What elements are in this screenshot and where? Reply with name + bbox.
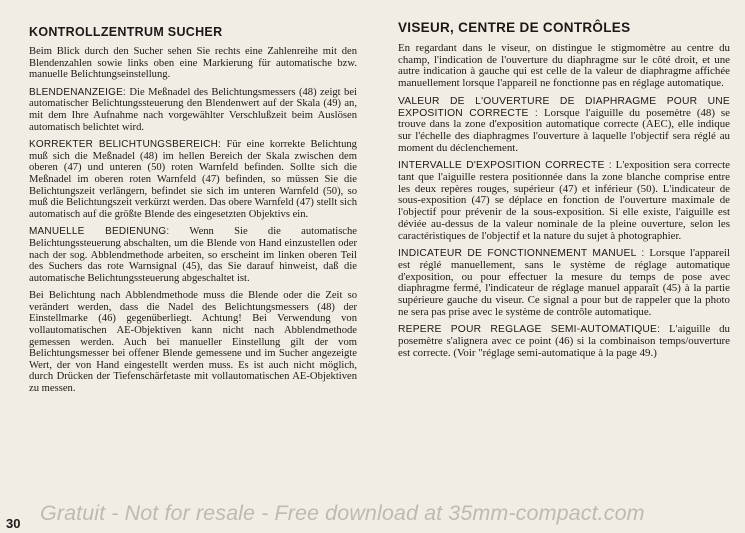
section-text: Für eine korrekte Belichtung muß sich die Meßnadel (48) im hellen Bereich der Skala zwischen dem oberen (47) und unteren (50) roten Warnfeld befinden. Sollte sich die Meßnadel im oberen roten Warnfeld (47) befinden, so müssen Sie die Belichtungszeit verlängern, befindet sie sich im unteren Warnfeld (50), so muß die Belichtungszeit verkürzt werden. Das obere Warnfeld (47) stellt sich automatisch auf die größte Blende des eingesetzten Objektivs ein. [29,139,357,220]
french-section-semi-automatique [398,324,730,359]
section-text: Wenn Sie die automatische Belichtungssteuerung abschalten, um die Blende von Hand einzustellen oder nach der sog. Abblendmethode arbeiten, so erscheint im linken oberen Teil des Suchers das rote Warnsignal (45), das Sie darauf hinweist, daß die automatische Belichtungssteuerung abgeschaltet ist. [29,226,358,284]
page-number: 30 [6,516,21,531]
section-lead: VALEUR DE L'OUVERTURE DE DIAPHRAGME POUR UNE EXPOSITION CORRECTE : [398,95,730,119]
section-lead: REPERE POUR REGLAGE SEMI-AUTOMATIQUE: [398,324,661,336]
german-title: KONTROLLZENTRUM SUCHER [29,25,223,39]
german-section-manuelle-bedienung [29,226,357,284]
section-text: Lorsque l'aiguille du posemètre (48) se trouve dans la zone d'exposition automatique correcte (AEC), elle indique sur l'échelle des diaphragmes l'ouverture à laquelle l'objectif sera réglé au moment du déclenchement. [398,106,730,154]
french-section-valeur-ouverture [398,96,730,155]
french-section-indicateur-manuel [398,248,730,318]
section-lead: INDICATEUR DE FONCTIONNEMENT MANUEL : [398,248,645,260]
german-intro: Beim Blick durch den Sucher sehen Sie rechts eine Zahlenreihe mit den Blendenzahlen sowie links oben eine Markierung für automatische bzw. manuelle Belichtungseinstellung. [29,46,357,81]
section-text: Lorsque l'appareil est réglé manuellement, sans le système de réglage automatique d'exposition, ou pour effectuer la mesure du temps de pose avec diaphragme fermé, l'indicateur de réglage manuel apparaît (45) à la partie supérieure gauche du viseur. Ce signal a pour but de rappeler que la photo ne sera pas prise avec le système de contrôle automatique. [398,247,730,318]
french-section-intervalle [398,160,730,242]
section-lead: INTERVALLE D'EXPOSITION CORRECTE : [398,160,612,172]
german-column [29,20,357,401]
section-text: L'exposition sera correcte tant que l'aiguille restera positionnée dans la zone blanche comprise entre les deux repères rouges, supérieur (47) et inférieur (50). L'indicateur de sous-exposition (47) se déplace en fonction de l'ouverture maximale de l'objectif pour prévenir de la sous-exposition. Si elle existe, l'aiguille est déviée au-dessus de la valeur nominale de la pleine ouverture, selon les caractéristiques de l'objectif et la nature du sujet à photographier. [398,159,730,242]
french-intro: En regardant dans le viseur, on distingue le stigmomètre au centre du champ, l'indication de l'ouverture du diaphragme sur le côté droit, et une autre indication à gauche qui est celle de la valeur de diaphragme affichée manuellement lorsque l'appareil ne fonctionne pas en réglage automatique. [398,42,730,90]
section-lead: MANUELLE BEDIENUNG: [29,226,170,238]
german-closing: Bei Belichtung nach Abblendmethode muss die Blende oder die Zeit so verändert werden, dass die Nadel des Belichtungsmessers (48) der Einstellmarke (46) gegenüberliegt. Achtung! Bei Verwendung von vollautomatischen AE-Objektiven kann nicht nach Abblendmethode gemessen werden. Auch bei manueller Einstellung gilt der vom Belichtungsmesser bei offener Blende gemessene und im Sucher angezeigte Wert, der von Hand eingestellt werden muss. Es ist auch nicht möglich, durch Drücken der Tiefenschärfetaste mit vollautomatischen AE-Objektiven zu messen. [29,290,357,395]
watermark-text: Gratuit - Not for resale - Free download at 35mm-compact.com [40,501,645,525]
section-text: Die Meßnadel des Belichtungsmessers (48) zeigt bei automatischer Belichtungssteuerung den Blendenwert auf der Skala (49) an, mit dem Ihre Aufnahme nach vorgewählter Verschlußzeit beim Auslösen automatisch belichtet wird. [29,86,357,133]
german-section-blendenanzeige [29,87,357,133]
french-title: VISEUR, CENTRE DE CONTRÔLES [398,20,631,35]
german-section-belichtungsbereich [29,139,357,220]
section-lead: KORREKTER BELICHTUNGSBEREICH: [29,139,221,151]
section-lead: BLENDENANZEIGE: [29,86,126,98]
french-column [398,20,730,366]
section-text: L'aiguille du posemètre s'alignera avec ce point (46) si la combinaison temps/ouverture est correcte. (Voir "réglage semi-automatique à la page 49.) [398,323,730,359]
